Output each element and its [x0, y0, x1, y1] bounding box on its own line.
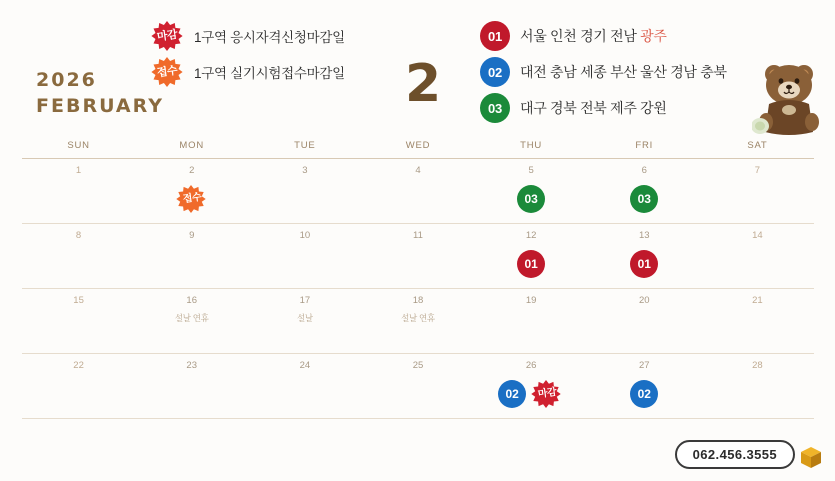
- legend-region-row: [480, 18, 790, 54]
- calendar-day-cell[interactable]: [475, 224, 588, 288]
- day-number: 20: [638, 295, 650, 306]
- region-number-badge: 03: [517, 185, 545, 213]
- weekday-label-tue: TUE: [294, 140, 316, 151]
- day-marks: [135, 185, 248, 213]
- calendar-day-cell[interactable]: [475, 354, 588, 418]
- region-number-badge: 02: [480, 57, 510, 87]
- day-marks: [588, 380, 701, 408]
- day-marks: [475, 380, 588, 408]
- day-number: 10: [299, 230, 311, 241]
- calendar-day-cell[interactable]: [135, 419, 248, 481]
- day-number: 15: [73, 295, 84, 306]
- calendar-day-cell[interactable]: [475, 159, 588, 223]
- region-number-badge: 03: [480, 93, 510, 123]
- day-number: 16: [186, 295, 197, 306]
- day-number: 21: [752, 295, 763, 306]
- legend-deadlines: [150, 18, 410, 90]
- legend-region-label: [520, 26, 667, 46]
- legend-region-text: 서울 인천 경기 전남: [520, 28, 641, 44]
- day-marks: [475, 250, 588, 278]
- weekday-label-mon: MON: [179, 140, 204, 151]
- day-number: 23: [186, 360, 197, 371]
- region-number-badge: 01: [630, 250, 658, 278]
- day-number: 25: [412, 360, 424, 371]
- calendar-day-cell[interactable]: [22, 419, 135, 481]
- legend-region-highlight: 광주: [640, 28, 667, 44]
- calendar-day-cell[interactable]: [361, 224, 474, 288]
- calendar-day-cell[interactable]: [248, 419, 361, 481]
- day-number: 17: [299, 295, 311, 306]
- calendar-week-row: [22, 224, 814, 289]
- region-number-badge: 01: [517, 250, 545, 278]
- stamp-badge-icon: 마감: [150, 21, 184, 51]
- calendar-day-cell[interactable]: [701, 289, 814, 353]
- day-number: 2: [189, 165, 195, 176]
- calendar-day-cell[interactable]: [361, 289, 474, 353]
- day-number: 6: [641, 165, 647, 176]
- calendar-week-row: [22, 354, 814, 419]
- calendar-day-cell[interactable]: [248, 159, 361, 223]
- calendar-day-cell[interactable]: [588, 159, 701, 223]
- legend-deadline-row: [150, 18, 410, 54]
- day-number: 12: [525, 230, 537, 241]
- weekday-label-sat: SAT: [747, 140, 768, 151]
- day-number: 8: [75, 230, 82, 241]
- calendar-day-cell[interactable]: [588, 354, 701, 418]
- legend-deadline-row: [150, 54, 410, 90]
- calendar-day-cell[interactable]: [22, 354, 135, 418]
- weekday-header-row: [22, 134, 814, 159]
- day-number: 9: [189, 230, 195, 241]
- calendar-week-row: [22, 159, 814, 224]
- day-marks: [588, 185, 701, 213]
- page-title: [36, 68, 164, 119]
- stamp-badge-icon: 접수: [150, 57, 184, 87]
- day-number: 11: [413, 230, 423, 241]
- day-number: 27: [638, 360, 650, 371]
- legend-region-row: [480, 54, 790, 90]
- logo-cube-icon: [799, 445, 823, 471]
- legend-regions: [480, 18, 790, 126]
- calendar-day-cell[interactable]: [248, 289, 361, 353]
- weekday-label-sun: SUN: [67, 140, 90, 151]
- day-number: 14: [752, 230, 763, 241]
- calendar-day-cell[interactable]: [22, 289, 135, 353]
- day-number: 24: [299, 360, 311, 371]
- day-marks: [588, 250, 701, 278]
- calendar-day-cell[interactable]: [361, 159, 474, 223]
- calendar-day-cell[interactable]: [361, 354, 474, 418]
- legend-region-row: [480, 90, 790, 126]
- legend-region-text: 대전 충남 세종 부산 울산 경남 충북: [520, 64, 727, 80]
- legend-region-label: [520, 98, 667, 118]
- day-number: 26: [525, 360, 537, 371]
- calendar-grid: [22, 134, 814, 481]
- region-number-badge: 01: [480, 21, 510, 51]
- calendar-day-cell[interactable]: [135, 224, 248, 288]
- day-number: 7: [754, 165, 761, 176]
- day-number: 4: [415, 165, 421, 176]
- holiday-label: 설날 연휴: [401, 313, 435, 323]
- calendar-day-cell[interactable]: [588, 289, 701, 353]
- region-number-badge: 02: [498, 380, 526, 408]
- weekday-label-fri: FRI: [635, 140, 654, 151]
- calendar-day-cell[interactable]: [588, 224, 701, 288]
- legend-region-text: 대구 경북 전북 제주 강원: [520, 100, 667, 116]
- calendar-day-cell[interactable]: [22, 159, 135, 223]
- day-number: 18: [412, 295, 424, 306]
- calendar-day-cell[interactable]: [475, 289, 588, 353]
- stamp-badge-icon: 접수: [175, 185, 209, 213]
- calendar-day-cell[interactable]: [475, 419, 588, 481]
- weekday-label-wed: WED: [405, 140, 431, 151]
- calendar-day-cell[interactable]: [701, 159, 814, 223]
- bear-mascot-icon: [752, 52, 828, 136]
- phone-badge[interactable]: 062.456.3555: [675, 440, 795, 469]
- region-number-badge: 03: [630, 185, 658, 213]
- weekday-label-thu: THU: [520, 140, 543, 151]
- month-number-label: 2: [405, 54, 442, 114]
- day-number: 19: [525, 295, 537, 306]
- calendar-day-cell[interactable]: [701, 354, 814, 418]
- holiday-label: 설날: [296, 313, 313, 323]
- legend-deadline-label: 1구역 응시자격신청마감일: [194, 30, 345, 45]
- legend-region-label: [520, 62, 727, 82]
- day-number: 3: [302, 165, 308, 176]
- day-marks: [475, 185, 588, 213]
- year-label: 2026: [36, 69, 97, 91]
- legend-deadline-label: 1구역 실기시험접수마감일: [194, 66, 345, 81]
- calendar-day-cell[interactable]: [248, 224, 361, 288]
- calendar-day-cell[interactable]: [135, 159, 248, 223]
- calendar-day-cell[interactable]: [22, 224, 135, 288]
- region-number-badge: 02: [630, 380, 658, 408]
- day-number: 28: [752, 360, 763, 371]
- calendar-day-cell[interactable]: [135, 289, 248, 353]
- day-number: 22: [73, 360, 84, 371]
- calendar-weeks: [22, 159, 814, 481]
- day-number: 13: [638, 230, 650, 241]
- holiday-label: 설날 연휴: [174, 313, 209, 323]
- calendar-day-cell[interactable]: [361, 419, 474, 481]
- month-name-label: FEBRUARY: [36, 94, 164, 117]
- calendar-day-cell[interactable]: [248, 354, 361, 418]
- calendar-day-cell[interactable]: [701, 224, 814, 288]
- calendar-day-cell[interactable]: [135, 354, 248, 418]
- day-number: 5: [528, 165, 534, 176]
- stamp-badge-icon: 마감: [530, 380, 564, 408]
- calendar-week-row: [22, 289, 814, 354]
- day-number: 1: [75, 165, 82, 176]
